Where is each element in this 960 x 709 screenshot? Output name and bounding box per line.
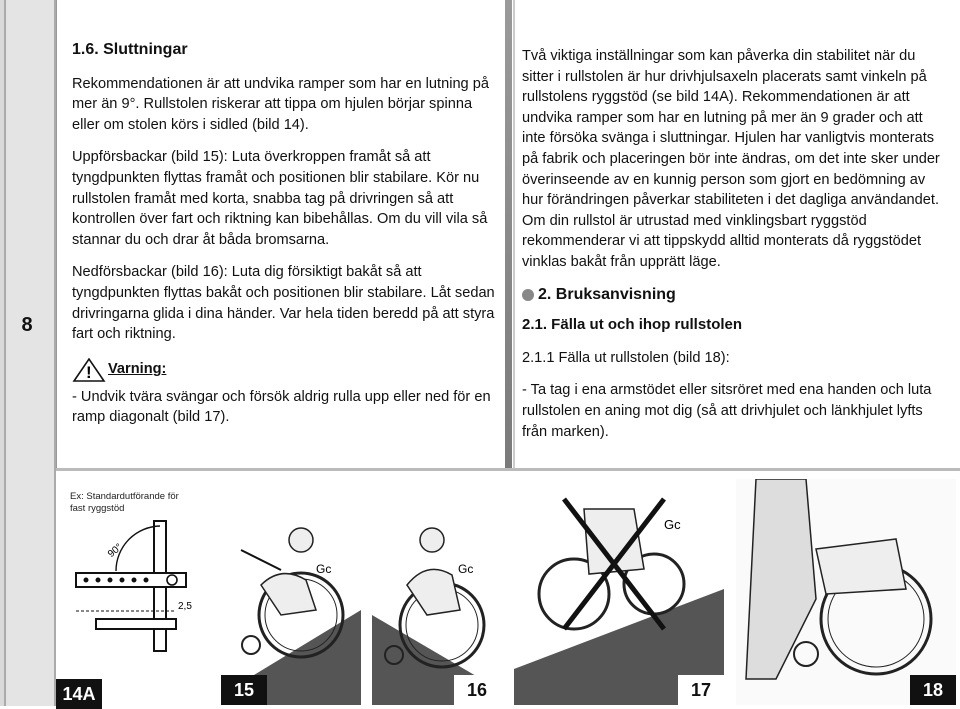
paragraph-unfold: - Ta tag i ena armstödet eller sitsröret med ena handen och luta rullstolen en aning mot dig (så att drivhjulet och länkhjulet lyfts från marken). [522,382,932,440]
svg-text:!: ! [86,362,92,382]
gc-label: Gc [458,562,474,576]
unfold-illustration [736,479,956,705]
figure-caption: Ex: Standardutförande för fast ryggstöd [70,491,179,514]
warning-icon [72,357,106,383]
warning-text: - Undvik tvära svängar och försök aldrig rulla upp eller ned för en ramp diagonalt (bild 17). [72,388,491,426]
section-heading [522,285,942,306]
page-sidebar [0,0,57,706]
paragraph-downhill: Nedförsbackar (bild 16): Luta dig försiktigt bakåt så att tyngdpunkten flyttas bakåt och positionen blir stabilare. Låt sedan drivringarna glida i dina händer. Var hela tiden beredd på att styra fart och riktning. [72,264,495,343]
page-number: 8 [21,314,33,336]
column-divider [505,0,512,468]
warning-heading [72,357,496,383]
measure-label: 2,5 [178,601,192,612]
gc-label: Gc [316,562,332,576]
column-divider-highlight [513,0,515,468]
right-column [522,46,942,454]
figures-strip [56,468,960,709]
figure-14a [56,471,206,709]
subsubsection-title: 2.1.1 Fälla ut rullstolen (bild 18): [522,349,730,366]
figure-label-17: 17 [678,675,724,705]
paragraph-stability: Två viktiga inställningar som kan påverka din stabilitet när du sitter i rullstolen är hur drivhjulsaxeln placerats samt vinkeln på rullstolens ryggstöd (se bild 14A). Rekommendationen är att undvika ramper som har en lutning på mer än 9 grader och att inte försöka svänga i sluttningar. Hjulen har vanligtvis monterats på fabrik och placeringen bör inte ändras, om det inte sker under överinseende av en kunnig person som gjort en bedömning av hur förändringen påverkar stabiliteten i det dagliga användandet. Om din rullstol är utrustad med vinklingsbart ryggstöd rekommenderar vi att tippskydd alltid monterats då ryggstödet vinklas bakåt från upprätt läge. [522,48,940,270]
section-title: 1.6. Sluttningar [72,41,188,58]
diagonal-ramp-illustration [514,479,724,705]
paragraph-ramps: Rekommendationen är att undvika ramper som har en lutning på mer än 9°. Rullstolen riskerar att tippa om hjulen börjar spinna eller om stolen körs i sidled (bild 14). [72,75,489,133]
figure-18 [736,479,956,705]
gc-label: Gc [664,517,681,532]
figure-17 [514,479,724,705]
figure-15 [221,515,361,705]
subsection-title: 2.1. Fälla ut och ihop rullstolen [522,316,743,334]
figure-label-16: 16 [454,675,500,705]
figure-label-18: 18 [910,675,956,705]
figure-16 [372,515,500,705]
section-heading-text: 2. Bruksanvisning [538,285,676,303]
figure-label-14a: 14A [56,679,102,709]
left-column [72,40,496,440]
paragraph-uphill: Uppförsbackar (bild 15): Luta överkroppen framåt så att tyngdpunkten flyttas framåt och positionen blir stabilare. Kör nu rullstolen framåt med korta, snabba tag på drivringen så att kontrollen över fart och riktning kan bibehållas. Om du vill vila så stannar du och drar åt båda bromsarna. [72,149,488,248]
figure-label-15: 15 [221,675,267,705]
backrest-diagram [56,501,206,701]
bullet-icon [522,289,534,301]
angle-label: 90° [106,541,125,560]
sidebar-tab [4,0,56,706]
warning-label: Varning: [108,361,167,378]
